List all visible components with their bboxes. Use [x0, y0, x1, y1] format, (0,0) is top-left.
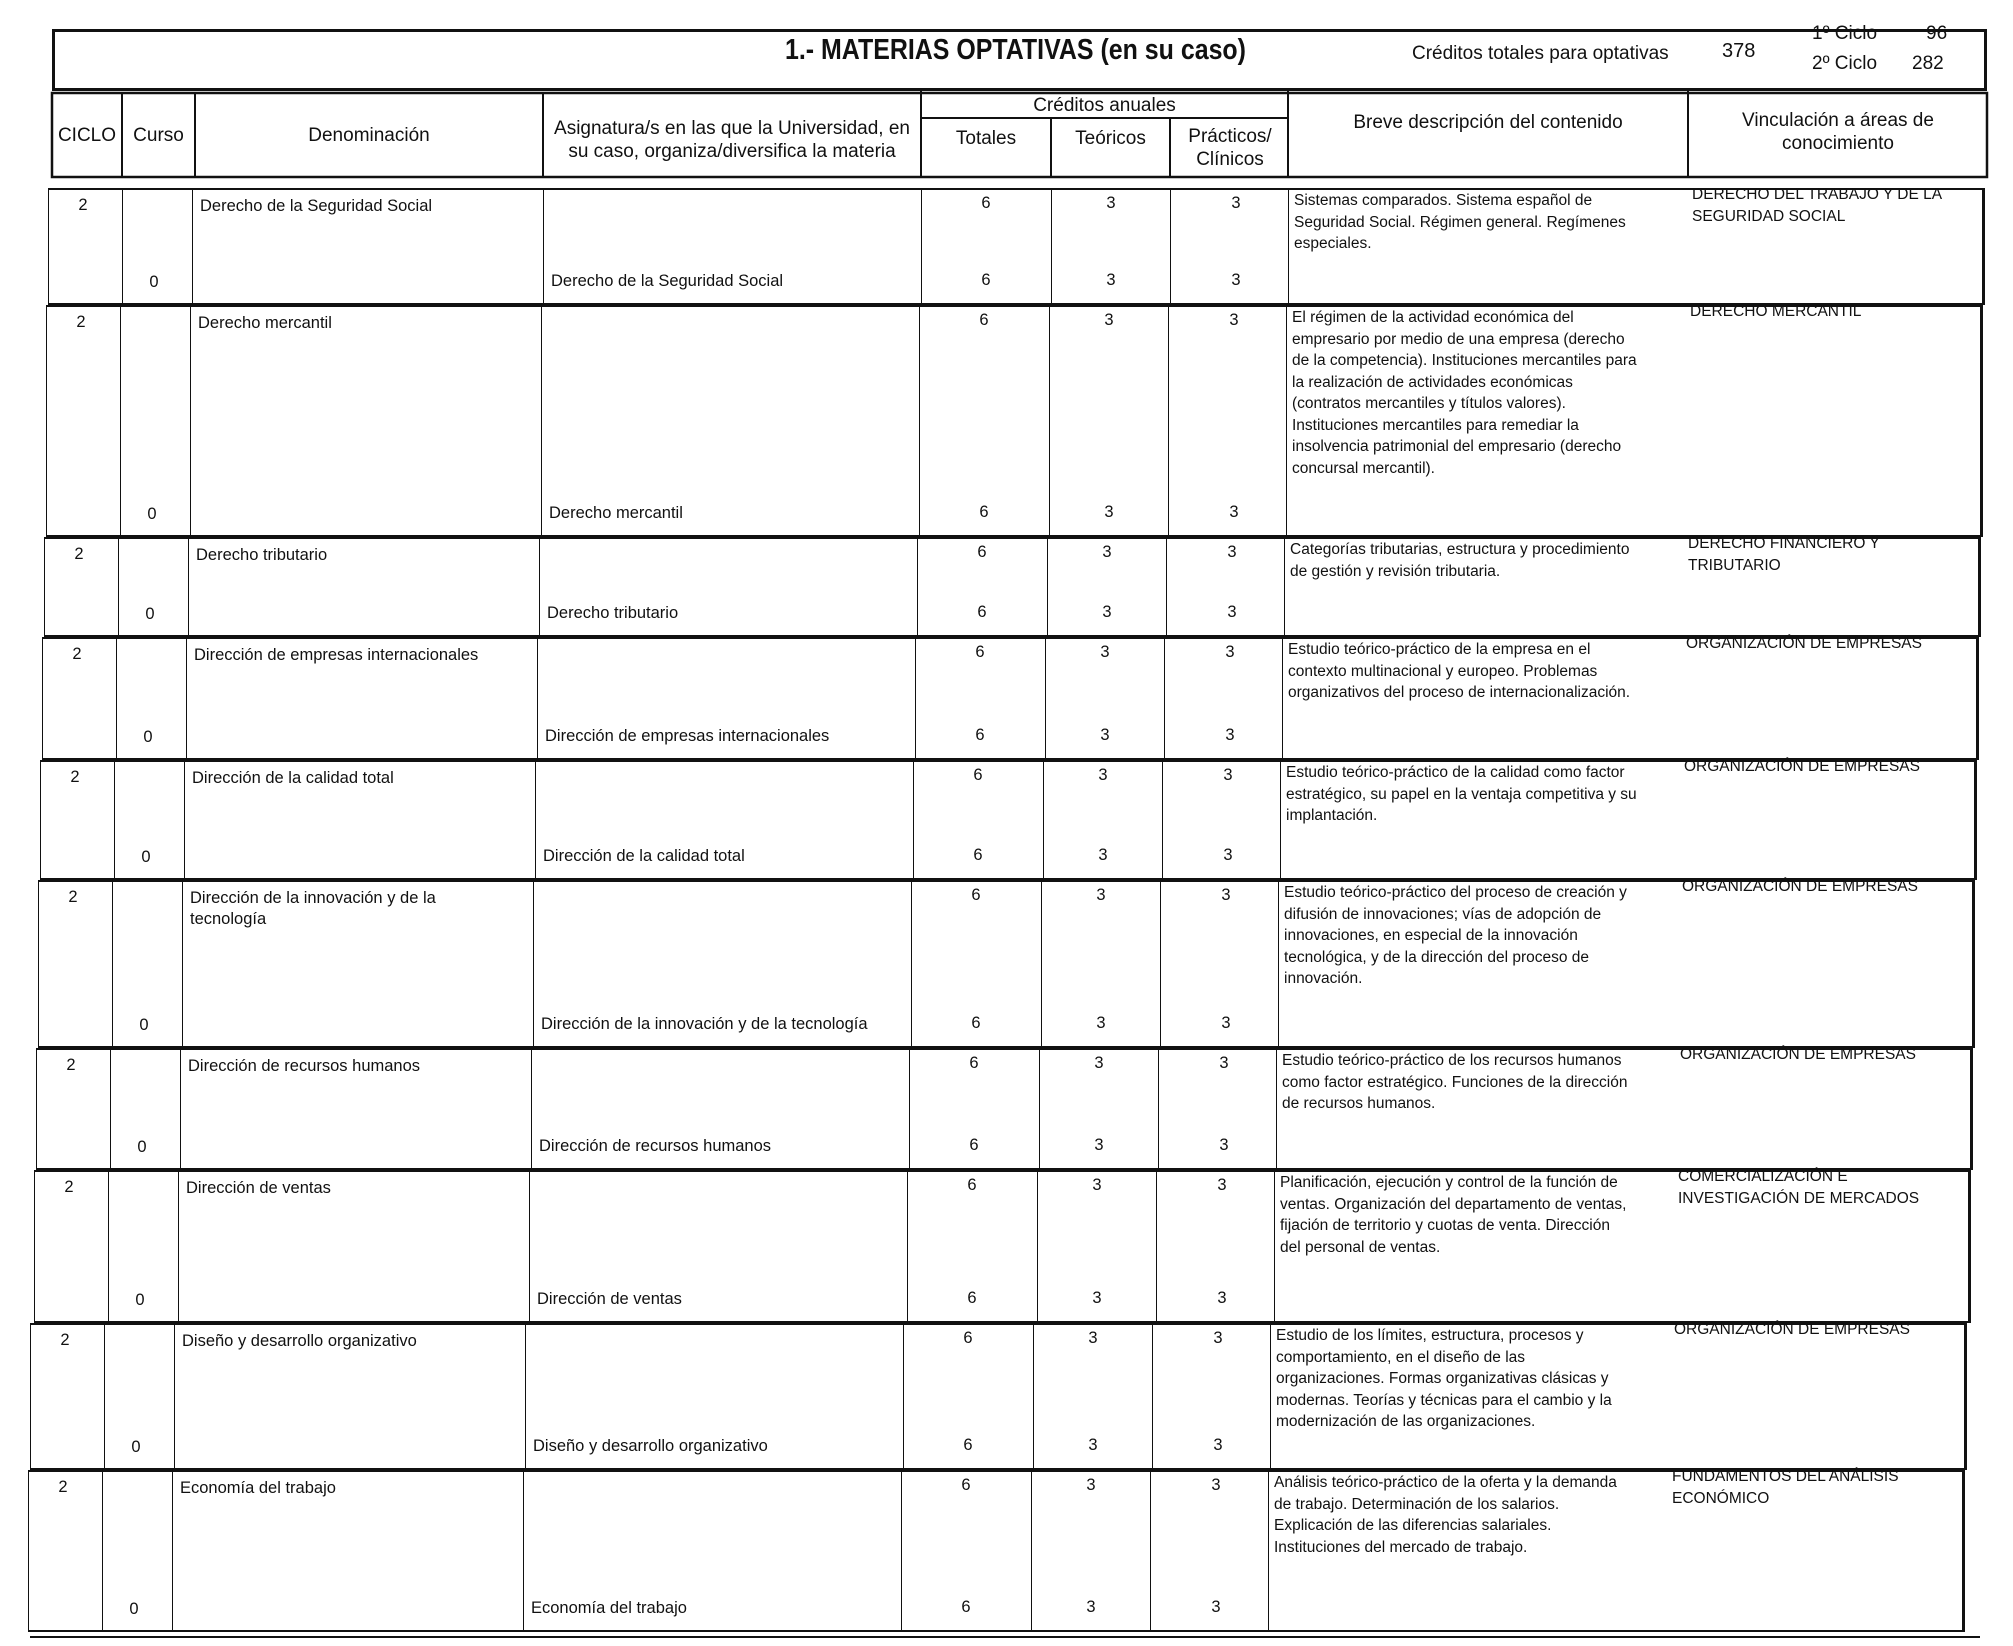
column-divider	[1282, 637, 1283, 760]
ciclo2-value: 282	[1912, 53, 1944, 74]
totales-value: 6	[963, 1329, 973, 1347]
asignatura-practicos-value: 3	[1217, 1289, 1227, 1307]
asignatura-teoricos-value: 3	[1100, 726, 1110, 744]
column-divider	[1033, 1323, 1034, 1470]
asignatura-totales-value: 6	[973, 846, 983, 864]
asignatura-text: Diseño y desarrollo organizativo	[533, 1437, 768, 1455]
teoricos-value: 3	[1096, 886, 1106, 904]
column-divider	[915, 637, 916, 760]
asignatura-totales-value: 6	[975, 726, 985, 744]
denominacion-text: Derecho de la Seguridad Social	[200, 197, 433, 215]
column-divider	[903, 1323, 904, 1470]
curso-value: 0	[145, 605, 155, 623]
asignatura-text: Dirección de empresas internacionales	[545, 727, 830, 745]
totales-value: 6	[969, 1054, 979, 1072]
curso-value: 0	[137, 1138, 147, 1156]
column-divider	[539, 537, 540, 637]
ciclo-value: 2	[74, 545, 84, 563]
curso-value: 0	[135, 1291, 145, 1309]
column-divider	[112, 880, 113, 1048]
bottom-rule	[30, 1636, 1980, 1638]
column-divider	[182, 880, 183, 1048]
descripcion-text: El régimen de la actividad económica del empresario por medio de una empresa (derecho de la competencia). Instituciones mercantiles para la realización de actividades económicas (contratos mercantiles y títulos valores). Instituciones mercantiles para remediar la insolvencia patrimonial del empresario (derecho concursal mercantil).	[1292, 309, 1637, 477]
asignatura-text: Derecho tributario	[547, 604, 679, 622]
totales-value: 6	[979, 311, 989, 329]
column-divider	[901, 1470, 902, 1632]
asignatura-teoricos-value: 3	[1088, 1436, 1098, 1454]
column-divider	[909, 1048, 910, 1170]
column-divider	[1031, 1470, 1032, 1632]
page-title: 1.- MATERIAS OPTATIVAS (en su caso)	[785, 34, 1246, 66]
column-divider	[535, 760, 536, 880]
asignatura-teoricos-value: 3	[1086, 1598, 1096, 1616]
column-divider	[1150, 1470, 1151, 1632]
practicos-value: 3	[1211, 1476, 1221, 1494]
descripcion-text: Estudio teórico-práctico de la calidad como factor estratégico, su papel en la ventaja competitiva y su implantación.	[1286, 764, 1637, 824]
descripcion-text: Estudio teórico-práctico del proceso de creación y difusión de innovaciones; vías de adopción de innovaciones, en especial de la innovación tecnológica, y de la dirección del proceso de innovación.	[1284, 884, 1627, 987]
teoricos-value: 3	[1092, 1176, 1102, 1194]
column-divider	[1166, 537, 1167, 637]
column-divider	[120, 305, 121, 537]
vinculacion-text: DERECHO MERCANTIL	[1690, 303, 1862, 320]
asignatura-practicos-value: 3	[1219, 1136, 1229, 1154]
ciclo-value: 2	[58, 1478, 68, 1496]
column-divider	[190, 305, 191, 537]
ciclo-value: 2	[60, 1331, 70, 1349]
asignatura-practicos-value: 3	[1227, 603, 1237, 621]
vinculacion-text: ORGANIZACIÓN DE EMPRESAS	[1674, 1321, 1910, 1338]
totales-value: 6	[971, 886, 981, 904]
curso-value: 0	[141, 848, 151, 866]
curso-value: 0	[129, 1600, 139, 1618]
col-teoricos: Teóricos	[1075, 127, 1146, 149]
vinculacion-text: FUNDAMENTOS DEL ANÁLISIS ECONÓMICO	[1672, 1468, 1899, 1507]
totales-value: 6	[977, 543, 987, 561]
column-divider	[1152, 1323, 1153, 1470]
ciclo2-label: 2º Ciclo	[1812, 53, 1878, 74]
asignatura-totales-value: 6	[961, 1598, 971, 1616]
asignatura-totales-value: 6	[963, 1436, 973, 1454]
teoricos-value: 3	[1098, 766, 1108, 784]
column-divider	[188, 537, 189, 637]
vinculacion-text: COMERCIALIZACIÓN E INVESTIGACIÓN DE MERCADOS	[1678, 1168, 1920, 1207]
ciclo-value: 2	[64, 1178, 74, 1196]
descripcion-text: Categorías tributarias, estructura y procedimiento de gestión y revisión tributaria.	[1290, 541, 1630, 580]
practicos-value: 3	[1219, 1054, 1229, 1072]
practicos-value: 3	[1229, 311, 1239, 329]
asignatura-practicos-value: 3	[1211, 1598, 1221, 1616]
column-divider	[108, 1170, 109, 1323]
practicos-value: 3	[1223, 766, 1233, 784]
asignatura-totales-value: 6	[967, 1289, 977, 1307]
column-divider	[1280, 760, 1281, 880]
column-divider	[1158, 1048, 1159, 1170]
col-denominacion: Denominación	[308, 124, 430, 146]
column-divider	[122, 188, 123, 305]
column-divider	[1286, 305, 1287, 537]
asignatura-practicos-value: 3	[1229, 503, 1239, 521]
practicos-value: 3	[1221, 886, 1231, 904]
asignatura-practicos-value: 3	[1225, 726, 1235, 744]
asignatura-text: Dirección de recursos humanos	[539, 1137, 772, 1155]
asignatura-teoricos-value: 3	[1094, 1136, 1104, 1154]
teoricos-value: 3	[1094, 1054, 1104, 1072]
column-divider	[531, 1048, 532, 1170]
practicos-value: 3	[1213, 1329, 1223, 1347]
asignatura-text: Dirección de la innovación y de la tecnología	[541, 1015, 868, 1033]
ciclo-value: 2	[76, 313, 86, 331]
vinculacion-text: DERECHO DEL TRABAJO Y DE LA SEGURIDAD SOCIAL	[1692, 186, 1943, 225]
asignatura-totales-value: 6	[969, 1136, 979, 1154]
asignatura-totales-value: 6	[979, 503, 989, 521]
ciclo1-value: 96	[1926, 23, 1948, 44]
asignatura-text: Dirección de ventas	[537, 1290, 682, 1308]
vinculacion-text: ORGANIZACIÓN DE EMPRESAS	[1686, 635, 1922, 652]
vinculacion-text: ORGANIZACIÓN DE EMPRESAS	[1684, 758, 1920, 775]
column-divider	[1047, 537, 1048, 637]
column-divider	[1268, 1470, 1269, 1632]
teoricos-value: 3	[1102, 543, 1112, 561]
column-divider	[913, 760, 914, 880]
col-ciclo: CICLO	[57, 124, 117, 146]
asignatura-practicos-value: 3	[1213, 1436, 1223, 1454]
column-divider	[921, 188, 922, 305]
curso-value: 0	[147, 505, 157, 523]
column-divider	[116, 637, 117, 760]
practicos-value: 3	[1227, 543, 1237, 561]
ciclo-value: 2	[66, 1056, 76, 1074]
column-divider	[1045, 637, 1046, 760]
totales-value: 6	[975, 643, 985, 661]
asignatura-practicos-value: 3	[1221, 1014, 1231, 1032]
asignatura-teoricos-value: 3	[1104, 503, 1114, 521]
totales-value: 6	[981, 194, 991, 212]
curso-value: 0	[143, 728, 153, 746]
column-divider	[1039, 1048, 1040, 1170]
column-divider	[525, 1323, 526, 1470]
denominacion-text: Diseño y desarrollo organizativo	[182, 1332, 417, 1350]
curso-value: 0	[149, 273, 159, 291]
column-divider	[104, 1323, 105, 1470]
column-divider	[178, 1170, 179, 1323]
column-divider	[1051, 188, 1052, 305]
column-divider	[1274, 1170, 1275, 1323]
column-divider	[118, 537, 119, 637]
asignatura-text: Dirección de la calidad total	[543, 847, 745, 865]
asignatura-practicos-value: 3	[1231, 271, 1241, 289]
ciclo1-label: 1º Ciclo	[1812, 23, 1878, 44]
column-divider	[1164, 637, 1165, 760]
column-divider	[1284, 537, 1285, 637]
denominacion-text: Dirección de empresas internacionales	[194, 646, 479, 664]
asignatura-totales-value: 6	[977, 603, 987, 621]
column-divider	[114, 760, 115, 880]
column-divider	[174, 1323, 175, 1470]
column-divider	[1037, 1170, 1038, 1323]
column-divider	[1160, 880, 1161, 1048]
column-divider	[184, 760, 185, 880]
asignatura-text: Derecho de la Seguridad Social	[551, 272, 784, 290]
column-divider	[537, 637, 538, 760]
col-descripcion: Breve descripción del contenido	[1353, 112, 1623, 133]
column-divider	[192, 188, 193, 305]
column-divider	[917, 537, 918, 637]
col-creditos-anuales: Créditos anuales	[1033, 94, 1176, 116]
vinculacion-text: DERECHO FINANCIERO Y TRIBUTARIO	[1688, 535, 1880, 574]
asignatura-teoricos-value: 3	[1098, 846, 1108, 864]
col-practicos: Prácticos/ Clínicos	[1188, 126, 1272, 170]
column-divider	[1276, 1048, 1277, 1170]
vinculacion-text: ORGANIZACIÓN DE EMPRESAS	[1682, 878, 1918, 895]
col-asignaturas: Asignatura/s en las que la Universidad, en su caso, organiza/diversifica la materia	[554, 118, 910, 162]
denominacion-text: Derecho mercantil	[198, 314, 332, 332]
column-divider	[911, 880, 912, 1048]
asignatura-totales-value: 6	[971, 1014, 981, 1032]
descripcion-text: Sistemas comparados. Sistema español de Seguridad Social. Régimen general. Regímenes especiales.	[1294, 192, 1626, 252]
descripcion-text: Planificación, ejecución y control de la función de ventas. Organización del departamento de ventas, fijación de territorio y cuotas de venta. Dirección del personal de ventas.	[1280, 1174, 1627, 1256]
descripcion-text: Estudio de los límites, estructura, procesos y comportamiento, en el diseño de las organizaciones. Formas organizativas clásicas y modernas. Teorías y técnicas para el cambio y la modernización de las organizaciones.	[1276, 1327, 1612, 1430]
ciclo-value: 2	[72, 645, 82, 663]
column-divider	[533, 880, 534, 1048]
column-divider	[1270, 1323, 1271, 1470]
teoricos-value: 3	[1106, 194, 1116, 212]
column-divider	[1168, 305, 1169, 537]
practicos-value: 3	[1231, 194, 1241, 212]
column-divider	[102, 1470, 103, 1632]
totales-value: 6	[961, 1476, 971, 1494]
ciclo-value: 2	[68, 888, 78, 906]
column-divider	[1162, 760, 1163, 880]
column-divider	[186, 637, 187, 760]
col-vinculacion: Vinculación a áreas de conocimiento	[1742, 110, 1934, 154]
asignatura-totales-value: 6	[981, 271, 991, 289]
asignatura-practicos-value: 3	[1223, 846, 1233, 864]
column-divider	[172, 1470, 173, 1632]
curso-value: 0	[139, 1016, 149, 1034]
column-divider	[919, 305, 920, 537]
col-curso: Curso	[133, 124, 184, 146]
column-divider	[529, 1170, 530, 1323]
column-divider	[907, 1170, 908, 1323]
denominacion-text: Derecho tributario	[196, 546, 328, 564]
teoricos-value: 3	[1086, 1476, 1096, 1494]
column-divider	[1170, 188, 1171, 305]
asignatura-teoricos-value: 3	[1102, 603, 1112, 621]
column-divider	[1156, 1170, 1157, 1323]
table-row	[46, 305, 1983, 537]
asignatura-text: Derecho mercantil	[549, 504, 683, 522]
column-divider	[543, 188, 544, 305]
column-divider	[1288, 188, 1289, 305]
asignatura-teoricos-value: 3	[1106, 271, 1116, 289]
col-totales: Totales	[955, 127, 1017, 149]
denominacion-text: Dirección de recursos humanos	[188, 1057, 421, 1075]
teoricos-value: 3	[1088, 1329, 1098, 1347]
totales-value: 6	[973, 766, 983, 784]
asignatura-teoricos-value: 3	[1096, 1014, 1106, 1032]
descripcion-text: Estudio teórico-práctico de la empresa en el contexto multinacional y europeo. Problemas organizativos del proceso de internacionalización.	[1288, 641, 1631, 701]
vinculacion-text: ORGANIZACIÓN DE EMPRESAS	[1680, 1046, 1916, 1063]
descripcion-text: Estudio teórico-práctico de los recursos humanos como factor estratégico. Funciones de la dirección de recursos humanos.	[1282, 1052, 1628, 1112]
column-divider	[541, 305, 542, 537]
practicos-value: 3	[1217, 1176, 1227, 1194]
teoricos-value: 3	[1104, 311, 1114, 329]
denominacion-text: Dirección de la innovación y de la tecnología	[190, 889, 436, 928]
column-divider	[1041, 880, 1042, 1048]
total-credits-value: 378	[1722, 40, 1756, 62]
denominacion-text: Economía del trabajo	[180, 1479, 336, 1497]
total-credits-label: Créditos totales para optativas	[1412, 43, 1669, 64]
column-divider	[523, 1470, 524, 1632]
curso-value: 0	[131, 1438, 141, 1456]
column-divider	[110, 1048, 111, 1170]
asignatura-teoricos-value: 3	[1092, 1289, 1102, 1307]
denominacion-text: Dirección de ventas	[186, 1179, 331, 1197]
totales-value: 6	[967, 1176, 977, 1194]
practicos-value: 3	[1225, 643, 1235, 661]
asignatura-text: Economía del trabajo	[531, 1599, 687, 1617]
ciclo-value: 2	[70, 768, 80, 786]
ciclo-value: 2	[78, 196, 88, 214]
column-divider	[1278, 880, 1279, 1048]
denominacion-text: Dirección de la calidad total	[192, 769, 394, 787]
column-divider	[180, 1048, 181, 1170]
teoricos-value: 3	[1100, 643, 1110, 661]
column-divider	[1043, 760, 1044, 880]
descripcion-text: Análisis teórico-práctico de la oferta y la demanda de trabajo. Determinación de los salarios. Explicación de las diferencias salariales. Instituciones del mercado de trabajo.	[1274, 1474, 1617, 1556]
column-divider	[1049, 305, 1050, 537]
